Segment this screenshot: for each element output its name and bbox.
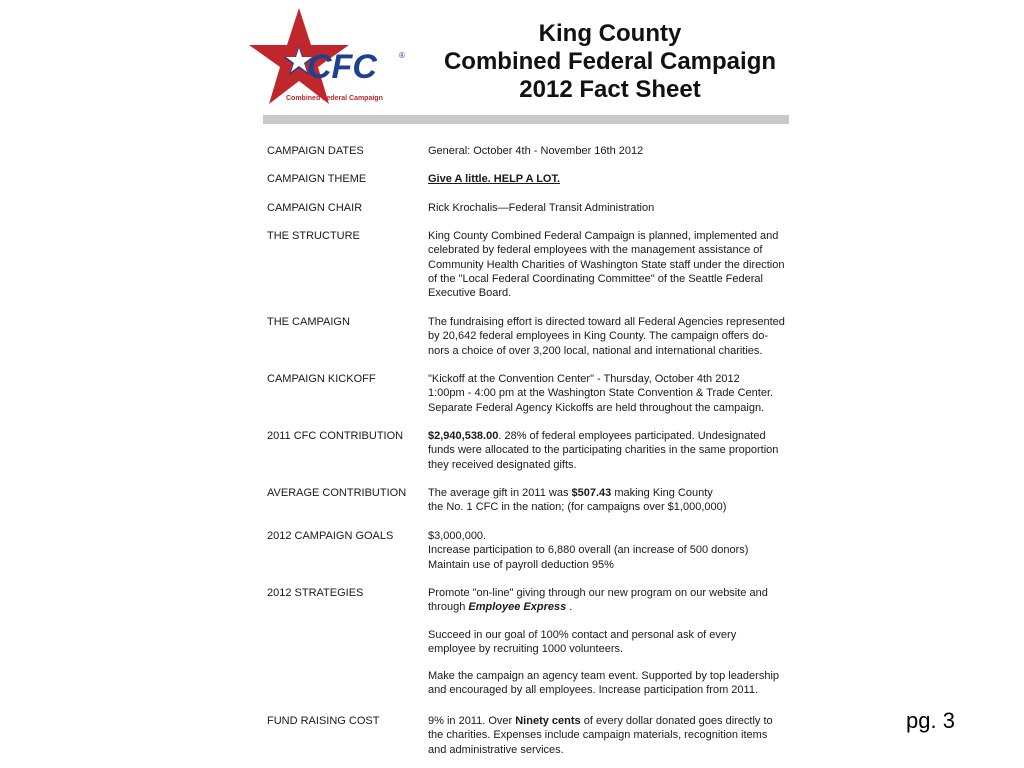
page-title (430, 20, 790, 104)
page-number: pg. 3 (906, 708, 955, 733)
row-value: General: October 4th - November 16th 2012 (428, 145, 644, 157)
text-fragment: through (428, 601, 469, 614)
text-line: Succeed in our goal of 100% contact and personal ask of every (428, 628, 737, 641)
strategy-paragraph (428, 628, 837, 657)
text-fragment: making King County (611, 487, 713, 499)
row-value: Rick Krochalis—Federal Transit Administration (428, 202, 655, 214)
text-line: Maintain use of payroll deduction 95% (428, 558, 614, 571)
text-line: and encouraged by all employees. Increase participation from 2011. (428, 684, 758, 697)
title-line-1: King County (538, 20, 682, 47)
text-line: Increase participation to 6,880 overall (an increase of 500 donors) (428, 544, 749, 557)
row-label: CAMPAIGN DATES (267, 145, 364, 157)
row-campaign-kickoff (267, 372, 837, 429)
campaign-theme-text: Give A little. HELP A LOT. (428, 173, 561, 185)
text-line: employee by recruiting 1000 volunteers. (428, 642, 624, 655)
text-line: and administrative services. (428, 743, 564, 756)
text-line: "Kickoff at the Convention Center" - Thursday, October 4th 2012 (428, 373, 740, 385)
text-fragment: The average gift in 2011 was (428, 487, 572, 499)
text-line: Make the campaign an agency team event. Supported by top leadership (428, 670, 780, 683)
text-line: by 20,642 federal employees in King County. The campaign offers do- (428, 330, 768, 343)
strategy-paragraph (428, 586, 837, 615)
text-line: funds were allocated to the participating charities in the same proportion (428, 444, 779, 457)
ninety-cents-text: Ninety cents (515, 715, 581, 727)
text-line: $3,000,000. (428, 530, 487, 542)
text-fragment: 9% in 2011. Over (428, 715, 516, 727)
header-divider (263, 115, 789, 124)
text-fragment: of every dollar donated goes directly to (580, 715, 773, 727)
title-line-3: 2012 Fact Sheet (519, 76, 701, 103)
text-line: they received designated gifts. (428, 458, 577, 471)
row-label: CAMPAIGN CHAIR (267, 202, 363, 214)
row-2011-contribution (267, 429, 837, 486)
text-line: 1:00pm - 4:00 pm at the Washington State Convention & Trade Center. (428, 387, 774, 400)
employee-express-text: Employee Express (468, 601, 567, 614)
row-label: THE STRUCTURE (267, 230, 360, 242)
row-average-contribution (267, 486, 837, 529)
text-line: Promote "on-line" giving through our new program on our website and (428, 587, 768, 599)
strategy-paragraph (428, 669, 837, 698)
text-line: Community Health Charities of Washington State staff under the direction (428, 258, 785, 271)
row-campaign-chair (267, 201, 837, 229)
logo-tagline: Combined Federal Campaign (286, 95, 383, 102)
cfc-logo (249, 8, 409, 108)
text-line: Separate Federal Agency Kickoffs are held throughout the campaign. (428, 401, 765, 414)
row-label: AVERAGE CONTRIBUTION (267, 487, 407, 499)
text-line: of the "Local Federal Coordinating Committee" of the Seattle Federal (428, 272, 763, 285)
row-fund-raising-cost (267, 714, 837, 757)
row-label: THE CAMPAIGN (267, 316, 350, 328)
text-line: the charities. Expenses include campaign materials, recognition items (428, 729, 768, 742)
registered-mark: ® (399, 51, 405, 60)
row-label: CAMPAIGN KICKOFF (267, 373, 376, 385)
average-amount: $507.43 (571, 487, 612, 499)
text-fragment: . 28% of federal employees participated. Undesignated (498, 430, 766, 442)
row-label: FUND RAISING COST (267, 715, 380, 727)
row-campaign-goals (267, 529, 837, 586)
row-label: 2012 CAMPAIGN GOALS (267, 530, 394, 542)
row-label: 2011 CFC CONTRIBUTION (267, 430, 404, 442)
row-campaign-theme (267, 172, 837, 201)
text-line: Executive Board. (428, 287, 512, 300)
text-line: King County Combined Federal Campaign is planned, implemented and (428, 230, 779, 242)
row-strategies (267, 586, 837, 714)
text-line: the No. 1 CFC in the nation; (for campaigns over $1,000,000) (428, 501, 727, 514)
contribution-amount: $2,940,538.00 (428, 430, 499, 442)
text-fragment: . (566, 601, 573, 614)
row-label: CAMPAIGN THEME (267, 173, 367, 185)
cfc-wordmark: CFC (307, 48, 377, 86)
row-structure (267, 229, 837, 315)
cfc-star-icon (249, 8, 409, 108)
text-line: celebrated by federal employees with the management assistance of (428, 244, 763, 257)
fact-sheet (267, 144, 837, 757)
row-label: 2012 STRATEGIES (267, 587, 364, 599)
title-line-2: Combined Federal Campaign (443, 48, 777, 75)
text-line: nors a choice of over 3,200 local, national and international charities. (428, 344, 763, 357)
row-the-campaign (267, 315, 837, 372)
row-campaign-dates (267, 144, 837, 172)
text-line: The fundraising effort is directed toward all Federal Agencies represented (428, 316, 785, 328)
